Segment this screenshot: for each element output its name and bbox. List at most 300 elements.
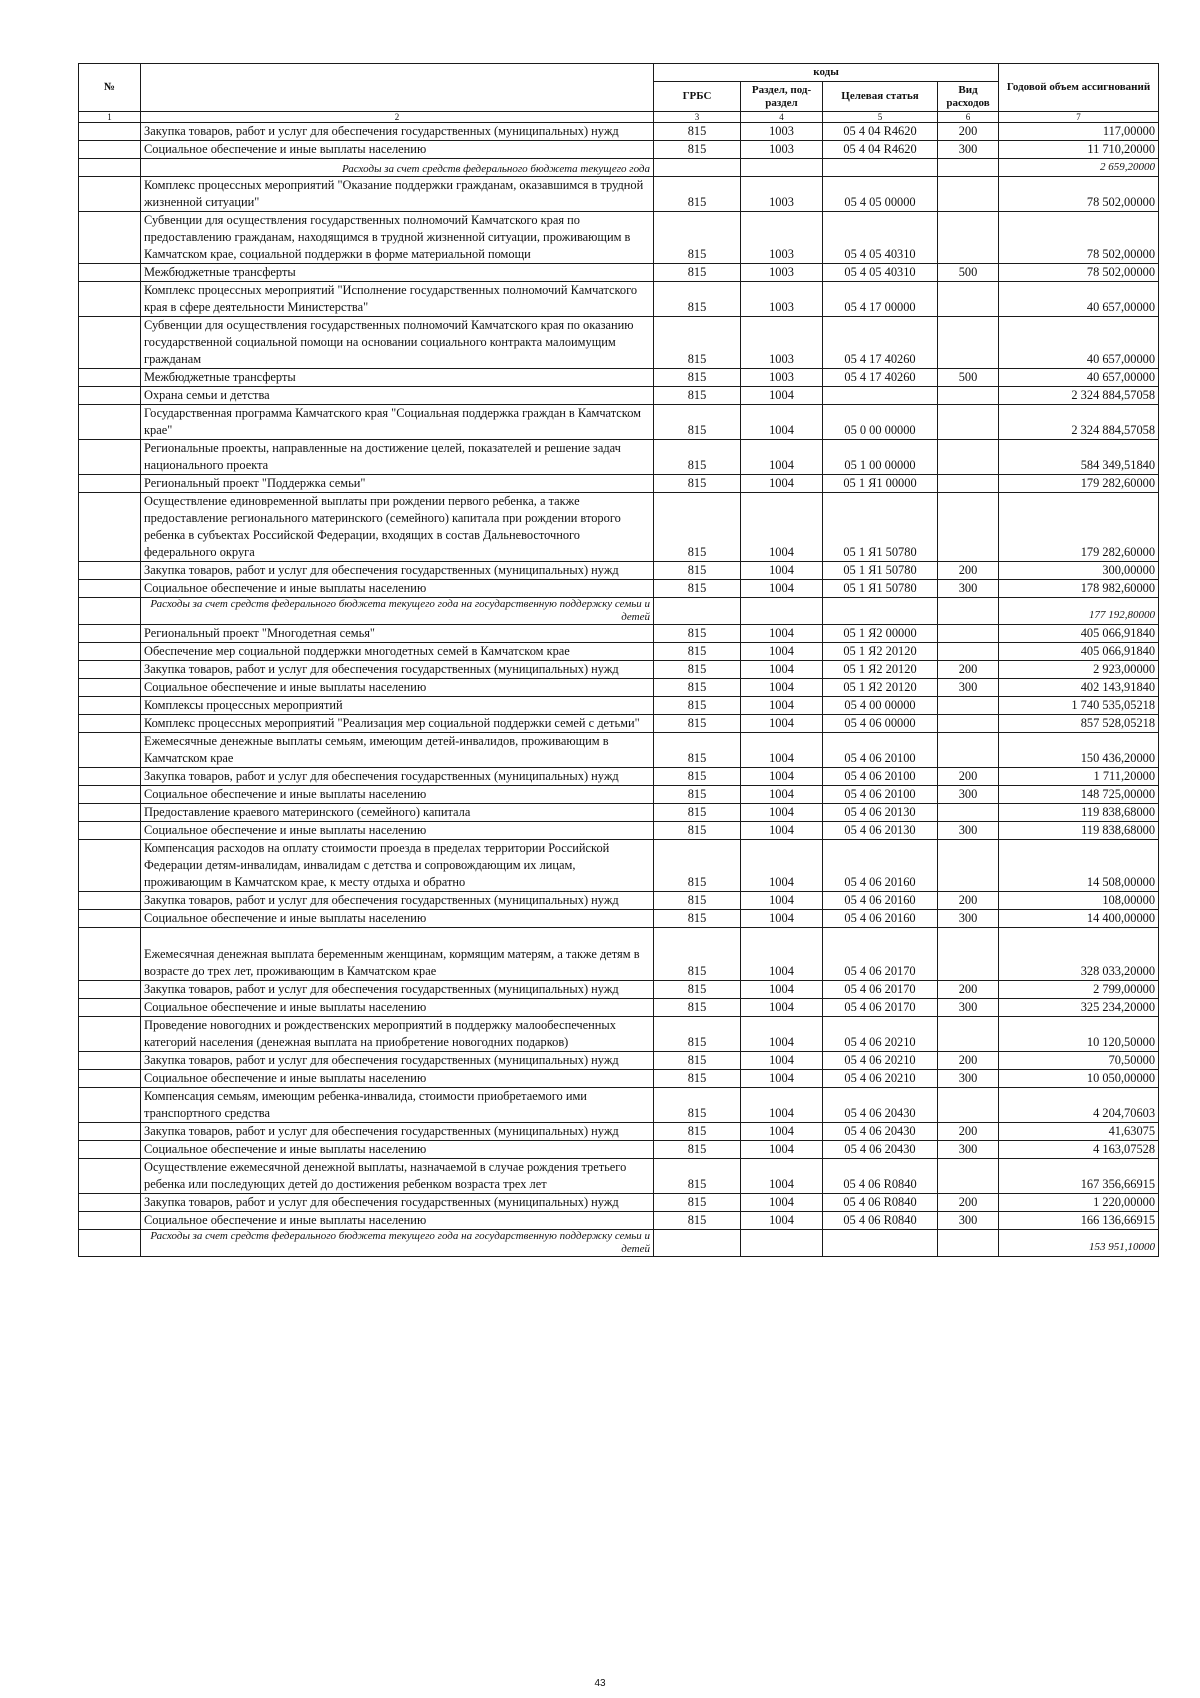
row-target: 05 4 06 20210 xyxy=(823,1017,938,1052)
row-type xyxy=(938,159,999,177)
row-grbs: 815 xyxy=(654,264,741,282)
row-type: 300 xyxy=(938,910,999,928)
table-row xyxy=(79,981,1159,999)
table-row xyxy=(79,493,1159,562)
row-type: 500 xyxy=(938,264,999,282)
row-type xyxy=(938,733,999,768)
num-cell xyxy=(79,981,141,999)
row-amount: 78 502,00000 xyxy=(999,212,1159,264)
row-grbs xyxy=(654,159,741,177)
header-num: № xyxy=(79,64,141,112)
row-target: 05 4 06 20160 xyxy=(823,840,938,892)
row-amount: 40 657,00000 xyxy=(999,282,1159,317)
row-grbs: 815 xyxy=(654,679,741,697)
num-cell xyxy=(79,1230,141,1257)
table-row xyxy=(79,387,1159,405)
row-amount: 11 710,20000 xyxy=(999,141,1159,159)
table-row xyxy=(79,317,1159,369)
num-cell xyxy=(79,369,141,387)
row-name: Компенсация семьям, имеющим ребенка-инвалида, стоимости приобретаемого ими транспортного средства xyxy=(141,1088,654,1123)
row-type xyxy=(938,625,999,643)
table-body xyxy=(79,123,1159,1257)
row-name: Предоставление краевого материнского (семейного) капитала xyxy=(141,804,654,822)
table-row xyxy=(79,282,1159,317)
num-cell xyxy=(79,910,141,928)
table-row xyxy=(79,768,1159,786)
row-section: 1004 xyxy=(741,387,823,405)
row-amount: 10 050,00000 xyxy=(999,1070,1159,1088)
row-section: 1004 xyxy=(741,405,823,440)
row-type xyxy=(938,405,999,440)
table-row xyxy=(79,1052,1159,1070)
row-name: Региональный проект "Поддержка семьи" xyxy=(141,475,654,493)
num-cell xyxy=(79,679,141,697)
num-cell xyxy=(79,928,141,981)
table-row xyxy=(79,405,1159,440)
row-target xyxy=(823,387,938,405)
row-type: 300 xyxy=(938,580,999,598)
num-cell xyxy=(79,282,141,317)
table-row xyxy=(79,475,1159,493)
row-target: 05 4 00 00000 xyxy=(823,697,938,715)
row-target xyxy=(823,1230,938,1257)
row-target: 05 4 06 20100 xyxy=(823,768,938,786)
row-target: 05 1 Я1 50780 xyxy=(823,493,938,562)
row-section: 1004 xyxy=(741,999,823,1017)
row-name: Охрана семьи и детства xyxy=(141,387,654,405)
num-cell xyxy=(79,822,141,840)
row-amount: 2 324 884,57058 xyxy=(999,405,1159,440)
row-section: 1004 xyxy=(741,840,823,892)
header-target: Целевая статья xyxy=(823,82,938,112)
row-amount: 14 508,00000 xyxy=(999,840,1159,892)
row-target: 05 4 17 00000 xyxy=(823,282,938,317)
row-amount: 119 838,68000 xyxy=(999,804,1159,822)
num-cell xyxy=(79,840,141,892)
row-amount: 179 282,60000 xyxy=(999,493,1159,562)
row-amount: 148 725,00000 xyxy=(999,786,1159,804)
row-amount: 1 740 535,05218 xyxy=(999,697,1159,715)
row-section: 1004 xyxy=(741,715,823,733)
table-row xyxy=(79,123,1159,141)
row-amount: 4 163,07528 xyxy=(999,1141,1159,1159)
row-type xyxy=(938,715,999,733)
num-cell xyxy=(79,264,141,282)
table-note-row xyxy=(79,598,1159,625)
row-grbs: 815 xyxy=(654,475,741,493)
row-section: 1004 xyxy=(741,643,823,661)
row-name: Социальное обеспечение и иные выплаты населению xyxy=(141,999,654,1017)
col-number: 6 xyxy=(938,112,999,123)
row-section: 1004 xyxy=(741,804,823,822)
row-target: 05 1 Я2 20120 xyxy=(823,643,938,661)
num-cell xyxy=(79,141,141,159)
row-name: Региональные проекты, направленные на достижение целей, показателей и решение задач национального проекта xyxy=(141,440,654,475)
table-row xyxy=(79,264,1159,282)
row-amount: 167 356,66915 xyxy=(999,1159,1159,1194)
row-section: 1003 xyxy=(741,212,823,264)
page-number: 43 xyxy=(594,1678,606,1689)
row-grbs xyxy=(654,1230,741,1257)
row-grbs: 815 xyxy=(654,910,741,928)
num-cell xyxy=(79,177,141,212)
row-section: 1003 xyxy=(741,317,823,369)
row-name: Социальное обеспечение и иные выплаты населению xyxy=(141,1212,654,1230)
num-cell xyxy=(79,715,141,733)
row-name: Комплексы процессных мероприятий xyxy=(141,697,654,715)
row-grbs: 815 xyxy=(654,440,741,475)
row-name: Закупка товаров, работ и услуг для обеспечения государственных (муниципальных) нужд xyxy=(141,661,654,679)
row-grbs: 815 xyxy=(654,733,741,768)
row-name: Субвенции для осуществления государственных полномочий Камчатского края по предоставлению гражданам, находящимся в трудной жизненной ситуации, проживающим в Камчатском крае, социальной поддержки в форме материальной помощи xyxy=(141,212,654,264)
row-type: 500 xyxy=(938,369,999,387)
header-grbs: ГРБС xyxy=(654,82,741,112)
row-name: Закупка товаров, работ и услуг для обеспечения государственных (муниципальных) нужд xyxy=(141,981,654,999)
num-cell xyxy=(79,562,141,580)
row-section: 1004 xyxy=(741,1194,823,1212)
row-section: 1004 xyxy=(741,822,823,840)
row-amount: 41,63075 xyxy=(999,1123,1159,1141)
row-amount: 325 234,20000 xyxy=(999,999,1159,1017)
row-grbs: 815 xyxy=(654,697,741,715)
row-target: 05 4 06 20160 xyxy=(823,910,938,928)
row-type xyxy=(938,1230,999,1257)
row-section: 1004 xyxy=(741,493,823,562)
row-grbs: 815 xyxy=(654,369,741,387)
row-amount: 2 799,00000 xyxy=(999,981,1159,999)
row-target: 05 1 Я2 20120 xyxy=(823,679,938,697)
row-grbs: 815 xyxy=(654,661,741,679)
row-section: 1003 xyxy=(741,369,823,387)
row-grbs: 815 xyxy=(654,643,741,661)
row-amount: 1 220,00000 xyxy=(999,1194,1159,1212)
row-name: Региональный проект "Многодетная семья" xyxy=(141,625,654,643)
table-row xyxy=(79,733,1159,768)
row-section: 1004 xyxy=(741,981,823,999)
row-amount: 10 120,50000 xyxy=(999,1017,1159,1052)
row-grbs: 815 xyxy=(654,786,741,804)
row-target: 05 4 06 R0840 xyxy=(823,1194,938,1212)
row-name: Межбюджетные трансферты xyxy=(141,264,654,282)
row-target: 05 4 17 40260 xyxy=(823,317,938,369)
row-type xyxy=(938,697,999,715)
num-cell xyxy=(79,1159,141,1194)
row-grbs: 815 xyxy=(654,1194,741,1212)
row-name: Ежемесячные денежные выплаты семьям, имеющим детей-инвалидов, проживающим в Камчатском крае xyxy=(141,733,654,768)
row-amount: 584 349,51840 xyxy=(999,440,1159,475)
row-type: 200 xyxy=(938,892,999,910)
row-name: Закупка товаров, работ и услуг для обеспечения государственных (муниципальных) нужд xyxy=(141,1123,654,1141)
table-row xyxy=(79,928,1159,981)
table-row xyxy=(79,715,1159,733)
num-cell xyxy=(79,159,141,177)
row-amount: 405 066,91840 xyxy=(999,643,1159,661)
row-name: Расходы за счет средств федерального бюджета текущего года на государственную поддержку семьи и детей xyxy=(141,1230,654,1257)
num-cell xyxy=(79,598,141,625)
table-row xyxy=(79,1194,1159,1212)
row-type: 300 xyxy=(938,822,999,840)
row-section: 1004 xyxy=(741,1159,823,1194)
row-grbs: 815 xyxy=(654,768,741,786)
header-section: Раздел, под-раздел xyxy=(741,82,823,112)
row-name: Межбюджетные трансферты xyxy=(141,369,654,387)
row-target: 05 1 Я2 00000 xyxy=(823,625,938,643)
row-amount: 153 951,10000 xyxy=(999,1230,1159,1257)
row-name: Субвенции для осуществления государственных полномочий Камчатского края по оказанию государственной социальной помощи на основании социального контракта малоимущим гражданам xyxy=(141,317,654,369)
num-cell xyxy=(79,1088,141,1123)
row-target: 05 4 06 20430 xyxy=(823,1088,938,1123)
row-type xyxy=(938,282,999,317)
row-section: 1004 xyxy=(741,679,823,697)
row-name: Комплекс процессных мероприятий "Реализация мер социальной поддержки семей с детьми" xyxy=(141,715,654,733)
row-section: 1004 xyxy=(741,1123,823,1141)
num-cell xyxy=(79,1212,141,1230)
row-target: 05 4 06 20130 xyxy=(823,822,938,840)
table-row xyxy=(79,804,1159,822)
row-target: 05 1 Я2 20120 xyxy=(823,661,938,679)
row-grbs: 815 xyxy=(654,840,741,892)
row-section: 1004 xyxy=(741,1017,823,1052)
table-row xyxy=(79,822,1159,840)
row-section: 1004 xyxy=(741,697,823,715)
table-row xyxy=(79,892,1159,910)
num-cell xyxy=(79,625,141,643)
table-row xyxy=(79,580,1159,598)
row-target: 05 4 05 40310 xyxy=(823,212,938,264)
row-target: 05 1 Я1 50780 xyxy=(823,562,938,580)
row-amount: 40 657,00000 xyxy=(999,317,1159,369)
row-amount: 117,00000 xyxy=(999,123,1159,141)
row-name: Компенсация расходов на оплату стоимости проезда в пределах территории Российской Федерации детям-инвалидам, инвалидам с детства и сопровождающим их лицам, проживающим в Камчатском крае, к месту отдыха и обратно xyxy=(141,840,654,892)
row-name: Закупка товаров, работ и услуг для обеспечения государственных (муниципальных) нужд xyxy=(141,892,654,910)
table-note-row xyxy=(79,159,1159,177)
table-row xyxy=(79,1070,1159,1088)
row-type xyxy=(938,475,999,493)
row-name: Закупка товаров, работ и услуг для обеспечения государственных (муниципальных) нужд xyxy=(141,1052,654,1070)
row-type: 300 xyxy=(938,1141,999,1159)
row-name: Расходы за счет средств федерального бюджета текущего года на государственную поддержку семьи и детей xyxy=(141,598,654,625)
row-amount: 4 204,70603 xyxy=(999,1088,1159,1123)
row-amount: 78 502,00000 xyxy=(999,264,1159,282)
row-section: 1003 xyxy=(741,282,823,317)
row-target: 05 4 06 00000 xyxy=(823,715,938,733)
row-name: Социальное обеспечение и иные выплаты населению xyxy=(141,580,654,598)
row-type: 200 xyxy=(938,1194,999,1212)
row-section: 1003 xyxy=(741,141,823,159)
row-type xyxy=(938,643,999,661)
table-row xyxy=(79,1123,1159,1141)
row-grbs: 815 xyxy=(654,1159,741,1194)
num-cell xyxy=(79,804,141,822)
row-amount: 179 282,60000 xyxy=(999,475,1159,493)
row-name: Комплекс процессных мероприятий "Оказание поддержки гражданам, оказавшимся в трудной жизненной ситуации" xyxy=(141,177,654,212)
row-target: 05 4 06 20210 xyxy=(823,1070,938,1088)
row-target: 05 1 Я1 50780 xyxy=(823,580,938,598)
row-section: 1004 xyxy=(741,1212,823,1230)
row-type: 200 xyxy=(938,1123,999,1141)
budget-table xyxy=(78,63,1159,1257)
row-type xyxy=(938,598,999,625)
row-grbs: 815 xyxy=(654,123,741,141)
row-grbs: 815 xyxy=(654,1212,741,1230)
num-cell xyxy=(79,697,141,715)
row-section: 1003 xyxy=(741,264,823,282)
num-cell xyxy=(79,580,141,598)
table-row xyxy=(79,369,1159,387)
row-section: 1003 xyxy=(741,177,823,212)
row-name: Закупка товаров, работ и услуг для обеспечения государственных (муниципальных) нужд xyxy=(141,1194,654,1212)
row-grbs: 815 xyxy=(654,625,741,643)
num-cell xyxy=(79,786,141,804)
row-grbs: 815 xyxy=(654,715,741,733)
row-type xyxy=(938,1159,999,1194)
num-cell xyxy=(79,1070,141,1088)
table-row xyxy=(79,910,1159,928)
row-section: 1004 xyxy=(741,733,823,768)
row-section: 1004 xyxy=(741,562,823,580)
row-target: 05 4 06 20100 xyxy=(823,786,938,804)
row-target xyxy=(823,159,938,177)
row-name: Обеспечение мер социальной поддержки многодетных семей в Камчатском крае xyxy=(141,643,654,661)
row-type: 300 xyxy=(938,999,999,1017)
row-amount: 40 657,00000 xyxy=(999,369,1159,387)
num-cell xyxy=(79,493,141,562)
row-amount: 178 982,60000 xyxy=(999,580,1159,598)
row-type: 300 xyxy=(938,1212,999,1230)
row-name: Социальное обеспечение и иные выплаты населению xyxy=(141,822,654,840)
row-grbs: 815 xyxy=(654,1123,741,1141)
row-section: 1003 xyxy=(741,123,823,141)
row-name: Закупка товаров, работ и услуг для обеспечения государственных (муниципальных) нужд xyxy=(141,123,654,141)
row-name: Социальное обеспечение и иные выплаты населению xyxy=(141,786,654,804)
row-name: Социальное обеспечение и иные выплаты населению xyxy=(141,1141,654,1159)
table-row xyxy=(79,643,1159,661)
col-number: 4 xyxy=(741,112,823,123)
row-section: 1004 xyxy=(741,580,823,598)
row-section: 1004 xyxy=(741,475,823,493)
row-name: Осуществление ежемесячной денежной выплаты, назначаемой в случае рождения третьего ребенка или последующих детей до достижения ребенком возраста трех лет xyxy=(141,1159,654,1194)
row-type: 200 xyxy=(938,1052,999,1070)
row-amount: 177 192,80000 xyxy=(999,598,1159,625)
num-cell xyxy=(79,733,141,768)
table-row xyxy=(79,141,1159,159)
row-type xyxy=(938,493,999,562)
row-grbs: 815 xyxy=(654,212,741,264)
row-grbs: 815 xyxy=(654,892,741,910)
num-cell xyxy=(79,475,141,493)
table-row xyxy=(79,177,1159,212)
col-number: 5 xyxy=(823,112,938,123)
row-type: 300 xyxy=(938,141,999,159)
table-row xyxy=(79,440,1159,475)
row-grbs xyxy=(654,598,741,625)
row-type xyxy=(938,1017,999,1052)
row-section: 1004 xyxy=(741,910,823,928)
table-header xyxy=(79,64,1159,123)
row-amount: 78 502,00000 xyxy=(999,177,1159,212)
row-amount: 405 066,91840 xyxy=(999,625,1159,643)
row-target: 05 4 04 R4620 xyxy=(823,141,938,159)
num-cell xyxy=(79,1141,141,1159)
table-row xyxy=(79,1159,1159,1194)
row-type xyxy=(938,440,999,475)
document-sheet xyxy=(78,63,1158,1257)
row-target: 05 1 00 00000 xyxy=(823,440,938,475)
row-grbs: 815 xyxy=(654,1141,741,1159)
num-cell xyxy=(79,1123,141,1141)
row-target: 05 4 06 R0840 xyxy=(823,1212,938,1230)
table-row xyxy=(79,999,1159,1017)
row-type xyxy=(938,1088,999,1123)
row-type xyxy=(938,387,999,405)
num-cell xyxy=(79,387,141,405)
row-type: 300 xyxy=(938,786,999,804)
row-section: 1004 xyxy=(741,786,823,804)
row-grbs: 815 xyxy=(654,317,741,369)
row-section: 1004 xyxy=(741,1088,823,1123)
row-grbs: 815 xyxy=(654,405,741,440)
row-type xyxy=(938,840,999,892)
col-number: 2 xyxy=(141,112,654,123)
row-name: Государственная программа Камчатского края "Социальная поддержка граждан в Камчатском крае" xyxy=(141,405,654,440)
table-row xyxy=(79,679,1159,697)
row-amount: 70,50000 xyxy=(999,1052,1159,1070)
row-amount: 328 033,20000 xyxy=(999,928,1159,981)
row-section xyxy=(741,159,823,177)
row-type: 300 xyxy=(938,679,999,697)
column-number-row xyxy=(79,112,1159,123)
row-name: Социальное обеспечение и иные выплаты населению xyxy=(141,1070,654,1088)
row-target: 05 4 06 20210 xyxy=(823,1052,938,1070)
row-section: 1004 xyxy=(741,768,823,786)
row-target: 05 4 06 20130 xyxy=(823,804,938,822)
row-target: 05 0 00 00000 xyxy=(823,405,938,440)
row-grbs: 815 xyxy=(654,493,741,562)
row-type xyxy=(938,928,999,981)
row-type xyxy=(938,212,999,264)
table-row xyxy=(79,1088,1159,1123)
row-amount: 402 143,91840 xyxy=(999,679,1159,697)
num-cell xyxy=(79,123,141,141)
row-amount: 2 324 884,57058 xyxy=(999,387,1159,405)
row-grbs: 815 xyxy=(654,141,741,159)
table-row xyxy=(79,1141,1159,1159)
row-target: 05 4 06 20170 xyxy=(823,981,938,999)
table-row xyxy=(79,840,1159,892)
table-row xyxy=(79,1212,1159,1230)
row-amount: 14 400,00000 xyxy=(999,910,1159,928)
num-cell xyxy=(79,999,141,1017)
row-grbs: 815 xyxy=(654,822,741,840)
row-type: 200 xyxy=(938,562,999,580)
row-target: 05 4 17 40260 xyxy=(823,369,938,387)
num-cell xyxy=(79,661,141,679)
row-name: Осуществление единовременной выплаты при рождении первого ребенка, а также предоставление регионального материнского (семейного) капитала при рождении второго ребенка в субъектах Российской Федерации, входящих в состав Дальневосточного федерального округа xyxy=(141,493,654,562)
row-grbs: 815 xyxy=(654,1052,741,1070)
row-section: 1004 xyxy=(741,625,823,643)
row-section xyxy=(741,1230,823,1257)
row-grbs: 815 xyxy=(654,282,741,317)
row-type: 300 xyxy=(938,1070,999,1088)
row-amount: 1 711,20000 xyxy=(999,768,1159,786)
row-type xyxy=(938,317,999,369)
row-type xyxy=(938,177,999,212)
row-target xyxy=(823,598,938,625)
num-cell xyxy=(79,643,141,661)
row-name: Закупка товаров, работ и услуг для обеспечения государственных (муниципальных) нужд xyxy=(141,768,654,786)
col-number: 3 xyxy=(654,112,741,123)
row-grbs: 815 xyxy=(654,1088,741,1123)
